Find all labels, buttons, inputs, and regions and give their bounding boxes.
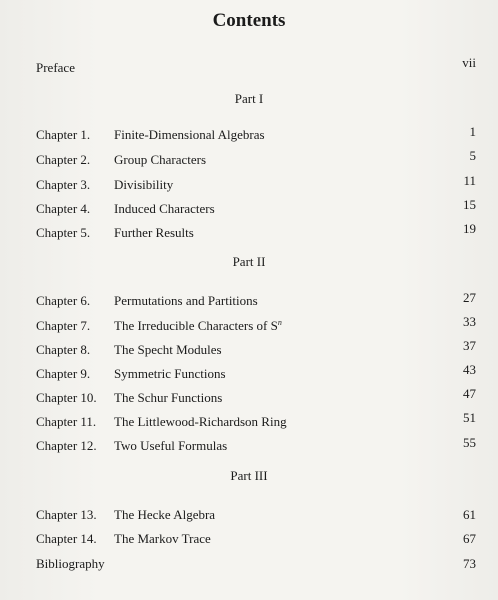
chapter-page: 11	[463, 173, 476, 188]
chapter-number: Chapter 7.	[36, 318, 91, 333]
chapter-page: 37	[463, 338, 476, 353]
chapter-title: Symmetric Functions	[114, 366, 226, 381]
chapter-page: 27	[463, 290, 476, 305]
chapter-number: Chapter 3.	[36, 177, 91, 192]
chapter-title: Further Results	[114, 225, 194, 240]
chapter-title: Induced Characters	[114, 201, 215, 216]
chapter-title: Permutations and Partitions	[114, 293, 258, 308]
chapter-number: Chapter 13.	[36, 507, 97, 522]
chapter-number: Chapter 10.	[36, 390, 97, 405]
part-heading: Part II	[232, 254, 266, 269]
chapter-title: The Specht Modules	[114, 342, 222, 357]
chapter-title-superscript: n	[277, 318, 282, 327]
chapter-title-text: The Irreducible Characters of S	[114, 318, 278, 333]
chapter-page: 55	[463, 435, 476, 450]
chapter-number: Chapter 11.	[36, 414, 97, 429]
chapter-title: The Hecke Algebra	[114, 507, 216, 522]
chapter-number: Chapter 2.	[36, 152, 91, 167]
chapter-page: 33	[463, 314, 476, 329]
chapter-page: 1	[469, 124, 476, 139]
part-heading: Part I	[234, 91, 264, 106]
chapter-title: The Littlewood-Richardson Ring	[114, 414, 287, 429]
chapter-page: 5	[469, 148, 476, 163]
chapter-title: The Schur Functions	[114, 390, 223, 405]
chapter-page: 47	[463, 386, 476, 401]
chapter-number: Chapter 1.	[36, 127, 91, 142]
chapter-number: Chapter 5.	[36, 225, 91, 240]
bibliography-page: 73	[463, 556, 476, 571]
chapter-title	[114, 318, 282, 334]
chapter-number: Chapter 9.	[36, 366, 91, 381]
chapter-number: Chapter 12.	[36, 438, 97, 453]
page-title: Contents	[212, 10, 286, 31]
bibliography-label: Bibliography	[36, 556, 105, 571]
chapter-number: Chapter 8.	[36, 342, 91, 357]
chapter-title: The Markov Trace	[114, 531, 211, 546]
chapter-number: Chapter 14.	[36, 531, 97, 546]
chapter-title: Two Useful Formulas	[114, 438, 228, 453]
chapter-page: 15	[463, 197, 476, 212]
part-heading: Part III	[230, 468, 268, 483]
chapter-page: 19	[463, 221, 476, 236]
preface-page: vii	[462, 55, 476, 70]
chapter-number: Chapter 6.	[36, 293, 91, 308]
chapter-title: Divisibility	[114, 177, 174, 192]
chapter-page: 61	[463, 507, 476, 522]
preface-label: Preface	[36, 60, 75, 75]
chapter-number: Chapter 4.	[36, 201, 91, 216]
chapter-title: Group Characters	[114, 152, 207, 167]
chapter-page: 43	[463, 362, 476, 377]
chapter-page: 51	[463, 410, 476, 425]
chapter-title: Finite-Dimensional Algebras	[114, 127, 265, 142]
chapter-page: 67	[463, 531, 476, 546]
